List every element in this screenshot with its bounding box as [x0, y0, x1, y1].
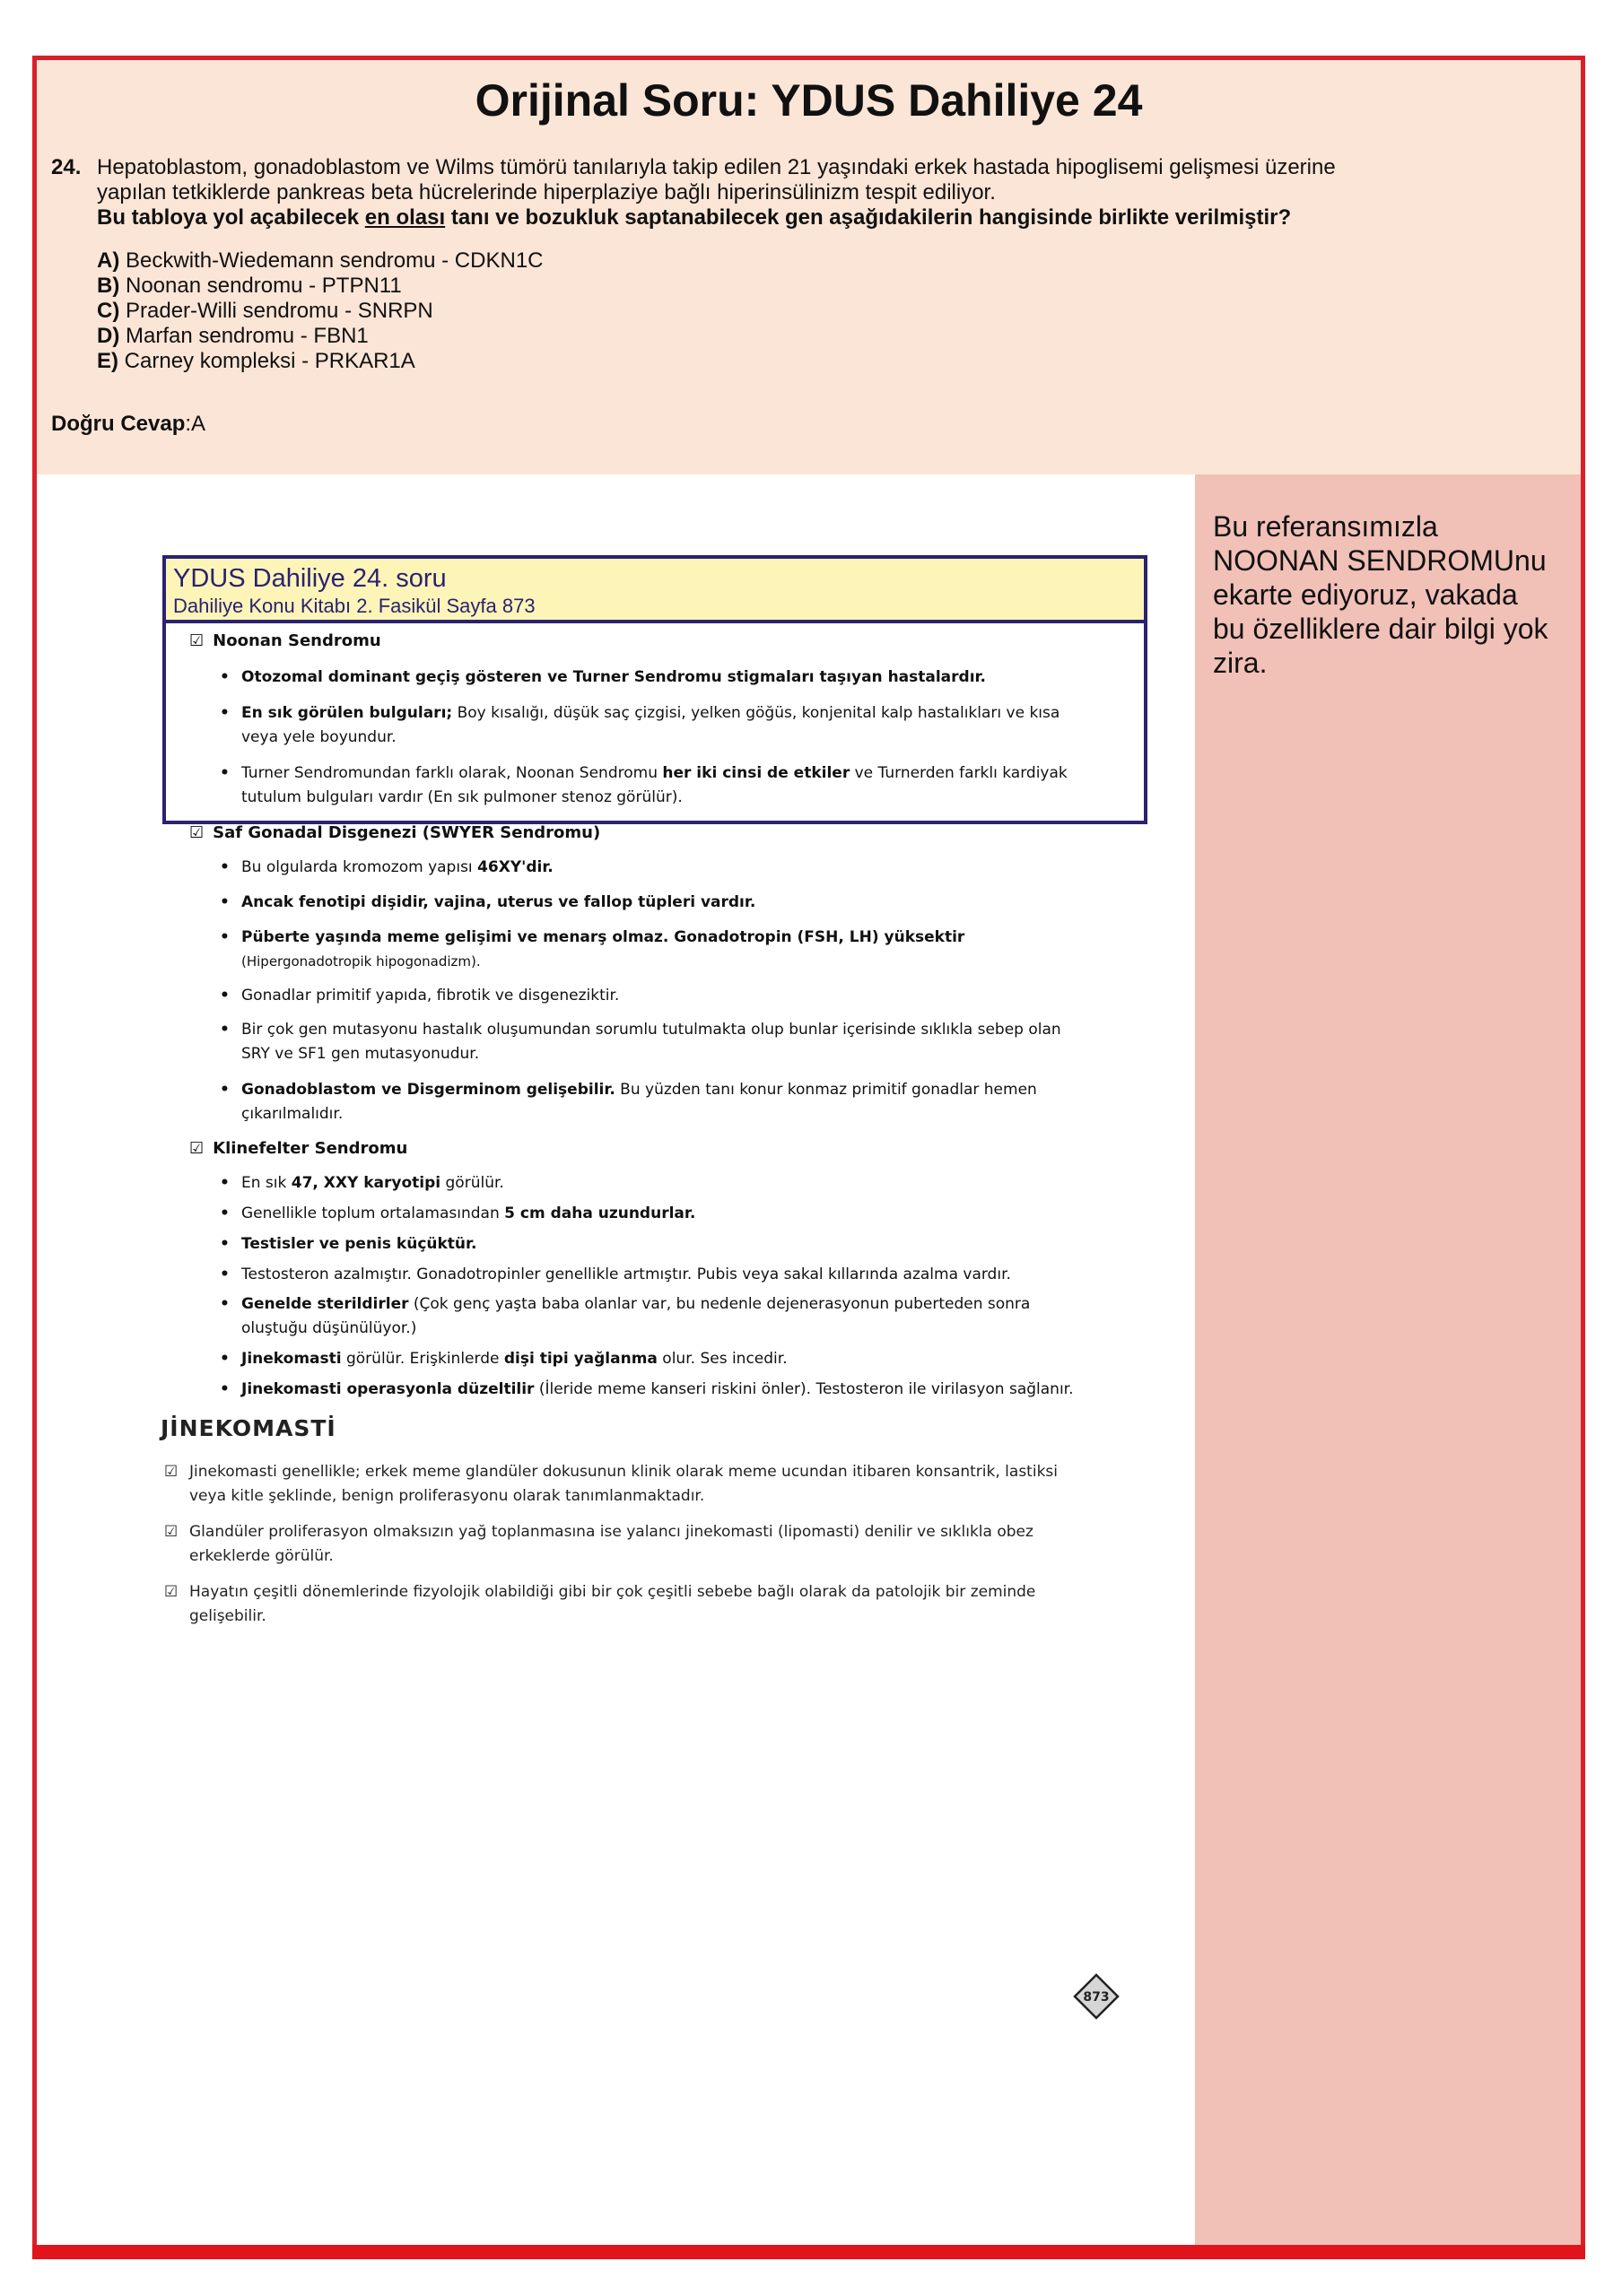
noonan-heading: ☑ Noonan Sendromu [189, 631, 381, 650]
reference-box [162, 555, 1147, 824]
correct-answer: Doğru Cevap:A [51, 412, 206, 436]
noonan-bullet-3: • Turner Sendromundan farklı olarak, Noonan Sendromu her iki cinsi de etkiler ve Turnerden farklı kardiyak tutulum bulguları vardır (En sık pulmoner stenoz görülür). [241, 761, 1085, 810]
stem-line-2: yapılan tetkiklerde pankreas beta hücrelerinde hiperplaziye bağlı hiperinsülinizm tespit ediliyor. [97, 180, 996, 204]
swyer-bullet-3: • Püberte yaşında meme gelişimi ve menarş olmaz. Gonadotropin (FSH, LH) yüksektir (Hipergonadotropik hipogonadizm). [241, 926, 1085, 974]
option-e: E) Carney kompleksi - PRKAR1A [97, 349, 415, 373]
side-note: Bu referansımızla NOONAN SENDROMUnu ekarte ediyoruz, vakada bu özelliklere dair bilgi yok zira. [1213, 510, 1548, 679]
klinefelter-bullet-4: • Testosteron azalmıştır. Gonadotropinler genellikle artmıştır. Pubis veya sakal kıllarında azalma vardır. [241, 1263, 1085, 1287]
swyer-bullet-6: • Gonadoblastom ve Disgerminom gelişebilir. Bu yüzden tanı konur konmaz primitif gonadlar hemen çıkarılmalıdır. [241, 1078, 1085, 1126]
page-number: 873 [1083, 1990, 1110, 2005]
answer-options [97, 248, 544, 374]
klinefelter-bullet-7: • Jinekomasti operasyonla düzeltilir (İleride meme kanseri riskini önler). Testosteron ile virilasyon sağlanır. [241, 1378, 1085, 1402]
bottom-red-bar [32, 2245, 1585, 2259]
stem-line-1: Hepatoblastom, gonadoblastom ve Wilms tümörü tanılarıyla takip edilen 21 yaşındaki erkek hastada hipoglisemi gelişmesi üzerine [97, 155, 1336, 179]
jinekomasti-item-1: ☑ Jinekomasti genellikle; erkek meme glandüler dokusunun klinik olarak meme ucundan itibaren konsantrik, lastiksi veya kitle şeklinde, benign proliferasyonu olarak tanımlanmaktadır. [164, 1463, 1058, 1505]
jinekomasti-item-2: ☑ Glandüler proliferasyon olmaksızın yağ toplanmasına ise yalancı jinekomasti (lipomasti) denilir ve sıklıkla obez erkeklerde görülür. [164, 1523, 1033, 1565]
question-ask: Bu tabloya yol açabilecek en olası tanı ve bozukluk saptanabilecek gen aşağıdakilerin hangisinde birlikte verilmiştir? [97, 205, 1292, 230]
noonan-bullet-1: • Otozomal dominant geçiş gösteren ve Turner Sendromu stigmaları taşıyan hastalardır. [241, 665, 1085, 690]
option-c: C) Prader-Willi sendromu - SNRPN [97, 299, 433, 323]
klinefelter-bullet-6: • Jinekomasti görülür. Erişkinlerde dişi tipi yağlanma olur. Ses incedir. [241, 1347, 1085, 1371]
option-d: D) Marfan sendromu - FBN1 [97, 324, 369, 348]
klinefelter-bullet-2: • Genellikle toplum ortalamasından 5 cm daha uzundurlar. [241, 1202, 1085, 1226]
swyer-bullet-1: • Bu olgularda kromozom yapısı 46XY'dir. [241, 856, 1085, 880]
klinefelter-bullet-1: • En sık 47, XXY karyotipi görülür. [241, 1171, 1085, 1196]
reference-title: YDUS Dahiliye 24. soru [173, 564, 447, 593]
klinefelter-heading: ☑ Klinefelter Sendromu [189, 1139, 408, 1158]
swyer-bullet-2: • Ancak fenotipi dişidir, vajina, uterus ve fallop tüpleri vardır. [241, 891, 1085, 915]
question-stem [97, 155, 1496, 230]
swyer-bullet-5: • Bir çok gen mutasyonu hastalık oluşumundan sorumlu tutulmakta olup bunlar içerisinde sıklıkla sebep olan SRY ve SF1 gen mutasyonudur. [241, 1018, 1085, 1066]
swyer-bullet-4: • Gonadlar primitif yapıda, fibrotik ve disgeneziktir. [241, 984, 1085, 1008]
question-panel [37, 60, 1581, 474]
klinefelter-bullet-5: • Genelde sterildirler (Çok genç yaşta baba olanlar var, bu nedenle dejenerasyonun puberteden sonra oluştuğu düşünülüyor.) [241, 1292, 1085, 1341]
option-b: B) Noonan sendromu - PTPN11 [97, 274, 402, 298]
question-number: 24. [51, 155, 82, 179]
swyer-heading: ☑ Saf Gonadal Disgenezi (SWYER Sendromu) [189, 823, 601, 842]
reference-header [166, 559, 1144, 623]
noonan-bullet-2: • En sık görülen bulguları; Boy kısalığı, düşük saç çizgisi, yelken göğüs, konjenital kalp hastalıkları ve kısa veya yele boyundur. [241, 701, 1085, 750]
question-title: Orijinal Soru: YDUS Dahiliye 24 [475, 75, 1143, 126]
jinekomasti-item-3: ☑ Hayatın çeşitli dönemlerinde fizyolojik olabildiği gibi bir çok çeşitli sebebe bağlı olarak da patolojik bir zeminde gelişebilir. [164, 1583, 1036, 1625]
option-a: A) Beckwith-Wiedemann sendromu - CDKN1C [97, 248, 544, 273]
jinekomasti-heading: JİNEKOMASTİ [161, 1415, 336, 1441]
page-number-badge [1073, 1973, 1120, 2020]
commentary-sidebar [1195, 474, 1581, 2245]
klinefelter-bullet-3: • Testisler ve penis küçüktür. [241, 1232, 1085, 1257]
reference-subtitle: Dahiliye Konu Kitabı 2. Fasikül Sayfa 873 [173, 595, 536, 617]
